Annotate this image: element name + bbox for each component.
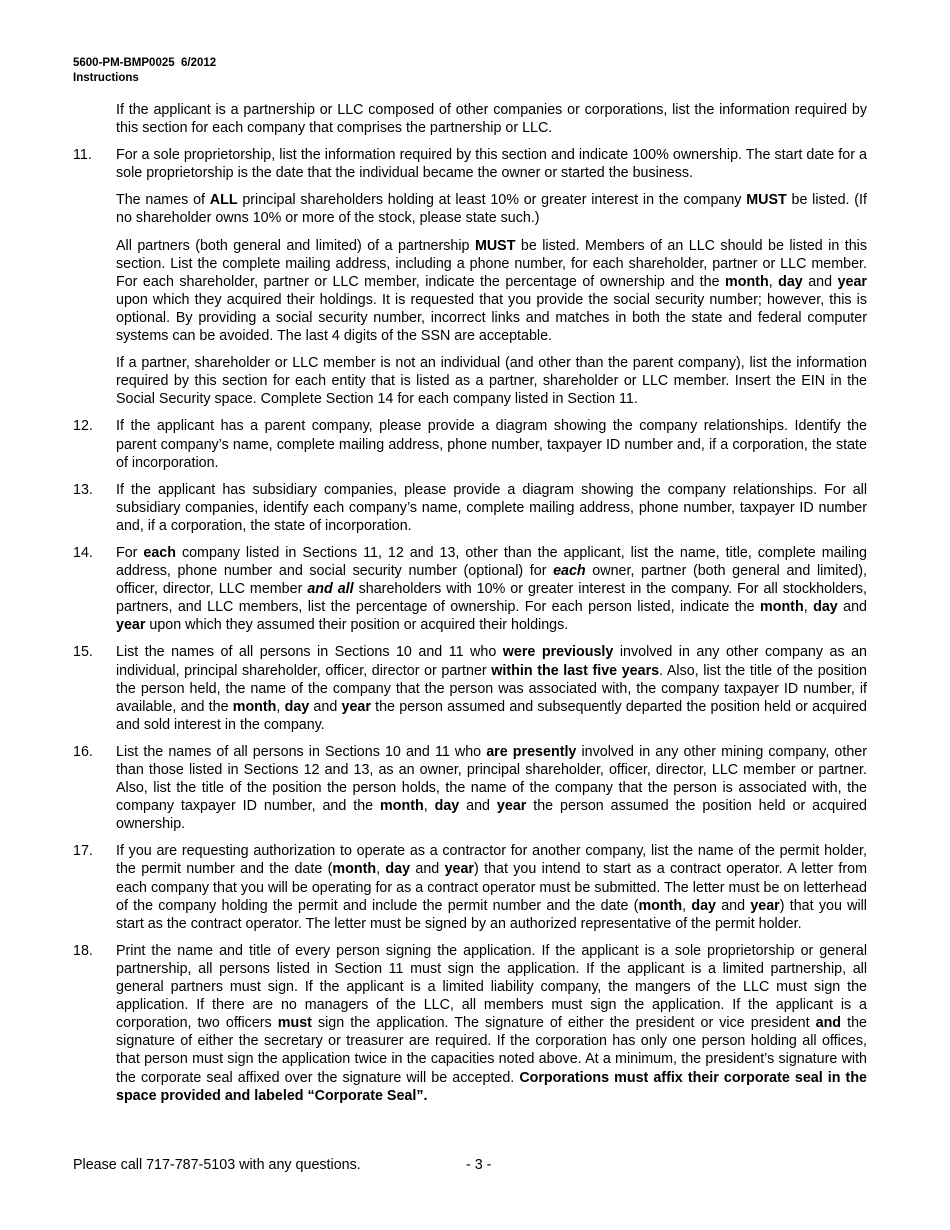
text-run: the person assumed and subsequently departed the position held or acquired and sold interest in the company.	[116, 698, 867, 733]
text-run: and	[410, 861, 445, 878]
section-text	[116, 544, 867, 634]
instructions-body	[73, 101, 867, 1114]
text-run: and	[802, 273, 838, 290]
section-15	[73, 643, 867, 733]
section-18	[73, 942, 867, 1105]
text-run: ) that you will start as the contract operator. The letter must be signed by an authorized representative of the permit holder.	[116, 897, 867, 932]
text-run: and	[459, 798, 497, 815]
form-id-line	[73, 56, 216, 71]
section-number: 11.	[73, 147, 92, 164]
section-text	[116, 842, 867, 932]
bold-run: month	[725, 273, 769, 290]
bold-run: year	[116, 617, 146, 634]
section-11-paragraph-1: For a sole proprietorship, list the information required by this section and indicate 100% ownership. The start date for a sole proprietorship is the date that the individual became the owner or started the business.	[116, 147, 867, 182]
text-run: be listed. Members of an LLC should be listed in this section. List the complete mailing address, including a phone number, for each shareholder, partner or LLC member. For each shareholder, partner or LLC member, indicate the percentage of ownership and the	[116, 237, 867, 290]
text-run: upon which they acquired their holdings. It is requested that you provide the social security number; however, this is optional. By providing a social security number, incorrect links and matches in both the state and federal computer systems can be avoided. The last 4 digits of the SSN are acceptable.	[116, 291, 867, 345]
text-run: Print the name and title of every person signing the application. If the applicant is a sole proprietorship or general partnership, all persons listed in Section 11 must sign the application. If the applicant is a limited partnership, all general partners must sign. If the applicant is a limited liability company, the mangers of the LLC must sign the application. If there are no managers of the LLC, all members must sign the application. If the applicant is a corporation, two officers	[116, 942, 867, 1032]
section-12	[73, 417, 867, 471]
section-number: 15.	[73, 644, 93, 661]
text-run: ) that you intend to start as a contract operator. A letter from each company that you will be operating for as a contract operator must be submitted. The letter must be on letterhead of the company holding the permit and include the permit number and the date (	[116, 861, 867, 914]
bold-run: were previously	[502, 644, 614, 661]
section-text: If the applicant has subsidiary companies, please provide a diagram showing the company relationships. For all subsidiary companies, identify each company’s name, complete mailing address, phone number, taxpayer ID number and, if a corporation, the state of incorporation.	[116, 481, 867, 534]
section-text	[116, 643, 867, 733]
bold-run: day	[778, 273, 803, 290]
text-run: principal shareholders holding at least 10% or greater interest in the company	[237, 192, 747, 209]
bold-run: year	[496, 798, 527, 815]
section-text	[116, 942, 867, 1105]
section-16	[73, 743, 867, 833]
section-11	[73, 146, 867, 408]
text-run: sign the application. The signature of either the president or vice president	[311, 1015, 816, 1032]
bold-run: month	[332, 861, 377, 878]
text-run: and	[715, 897, 751, 914]
bold-run: each	[143, 544, 176, 561]
bold-run: day	[434, 798, 460, 815]
section-11-paragraph-4: If a partner, shareholder or LLC member is not an individual (and other than the parent company), list the information required by this section for each entity that is listed as a partner, shareholder or LLC member. Insert the EIN in the Social Security space. Complete Section 14 for each company listed in Section 11.	[116, 355, 867, 408]
bold-run: are presently	[486, 743, 577, 760]
section-number: 12.	[73, 418, 93, 435]
bold-run: day	[385, 861, 411, 878]
bold-run: day	[284, 698, 310, 715]
text-run: involved in any other mining company, other than those listed in Sections 12 and 13, as an owner, principal shareholder, officer, director, LLC member or partner. Also, list the title of the position the person holds, the name of the company that the person is associated with, the company taxpayer ID number, and the	[116, 743, 868, 815]
text-run: company listed in Sections 11, 12 and 13, other than the applicant, list the name, title, complete mailing address, phone number and social security number (optional) for	[116, 544, 868, 580]
bold-run: must	[277, 1015, 312, 1032]
bold-run: and	[815, 1015, 842, 1032]
text-run: the signature of either the secretary or treasurer are required. If the corporation has only one person holding all offices, that person must sign the application twice in the capacities noted above. At a minimum, the president’s signature with the corporate seal affixed over the signature will be accepted.	[116, 1015, 867, 1086]
section-11-paragraph-2	[116, 191, 867, 227]
bold-run: day	[691, 897, 716, 914]
form-date: 6/2012	[181, 57, 217, 69]
bold-run: MUST	[474, 237, 516, 254]
text-run: ,	[376, 861, 386, 878]
text-run: For	[116, 544, 144, 561]
text-run: The names of	[116, 192, 210, 209]
section-17	[73, 842, 867, 932]
section-text	[116, 146, 867, 408]
text-run: ,	[423, 798, 435, 815]
section-text	[116, 743, 867, 833]
text-run: owner, partner (both general and limited), officer, director, LLC member	[116, 563, 867, 598]
footer-contact: Please call 717-787-5103 with any questions.	[73, 1157, 361, 1173]
text-run: the person assumed the position held or acquired ownership.	[116, 798, 867, 833]
section-14	[73, 544, 867, 634]
section-13	[73, 481, 867, 535]
bold-italic-run: and all	[307, 581, 354, 598]
bold-run: year	[444, 861, 474, 878]
bold-italic-run: each	[553, 563, 586, 580]
section-number: 17.	[73, 843, 93, 860]
page-number: - 3 -	[466, 1157, 492, 1173]
section-11-paragraph-3	[116, 237, 867, 346]
form-id: 5600-PM-BMP0025	[73, 57, 175, 69]
text-run: ,	[682, 897, 692, 914]
bold-run: year	[750, 897, 780, 914]
bold-run: ALL	[209, 192, 238, 209]
text-run: List the names of all persons in Sections 10 and 11 who	[116, 743, 487, 760]
text-run: upon which they assumed their position or acquired their holdings.	[145, 617, 569, 634]
bold-run: Corporations must affix their corporate seal in the space provided and labeled “Corporate Seal”.	[116, 1069, 867, 1104]
text-run: List the names of all persons in Sections 10 and 11 who	[116, 644, 503, 661]
text-run: be listed. (If no shareholder owns 10% or more of the stock, please state such.)	[116, 192, 867, 227]
section-number: 13.	[73, 481, 93, 498]
page-header	[73, 56, 216, 86]
text-run: . Also, list the title of the position the person held, the name of the company that the person was associated with, the company taxpayer ID number, if available, and the	[116, 662, 867, 715]
header-label: Instructions	[73, 72, 139, 84]
bold-run: year	[837, 273, 867, 290]
text-run: All partners (both general and limited) of a partnership	[116, 237, 475, 254]
intro-paragraph: If the applicant is a partnership or LLC composed of other companies or corporations, list the information required by this section for each company that comprises the partnership or LLC.	[116, 102, 867, 137]
text-run: ,	[803, 599, 814, 616]
bold-run: month	[380, 798, 424, 815]
section-number: 14.	[73, 544, 93, 561]
text-run: and	[309, 698, 342, 715]
bold-run: month	[760, 599, 804, 616]
section-text: If the applicant has a parent company, please provide a diagram showing the company relationships. Identify the parent company’s name, complete mailing address, phone number, taxpayer ID number and, if a corporation, the state of incorporation.	[116, 418, 867, 471]
text-run: involved in any other company as an individual, principal shareholder, officer, director or partner	[116, 644, 868, 679]
section-number: 18.	[73, 942, 93, 959]
text-run: ,	[768, 273, 779, 290]
section-number: 16.	[73, 743, 93, 760]
bold-run: MUST	[746, 192, 787, 209]
bold-run: month	[638, 897, 683, 914]
text-run: and	[837, 599, 868, 616]
text-run: ,	[276, 698, 285, 715]
text-run: If you are requesting authorization to operate as a contractor for another company, list the name of the permit holder, the permit number and the date (	[116, 843, 867, 878]
bold-run: year	[341, 698, 371, 715]
bold-run: within the last five years	[491, 662, 660, 679]
text-run: shareholders with 10% or greater interest in the company. For all stockholders, partners, and LLC members, list the percentage of ownership. For each person listed, indicate the	[116, 581, 867, 616]
bold-run: month	[232, 698, 277, 715]
bold-run: day	[813, 599, 838, 616]
